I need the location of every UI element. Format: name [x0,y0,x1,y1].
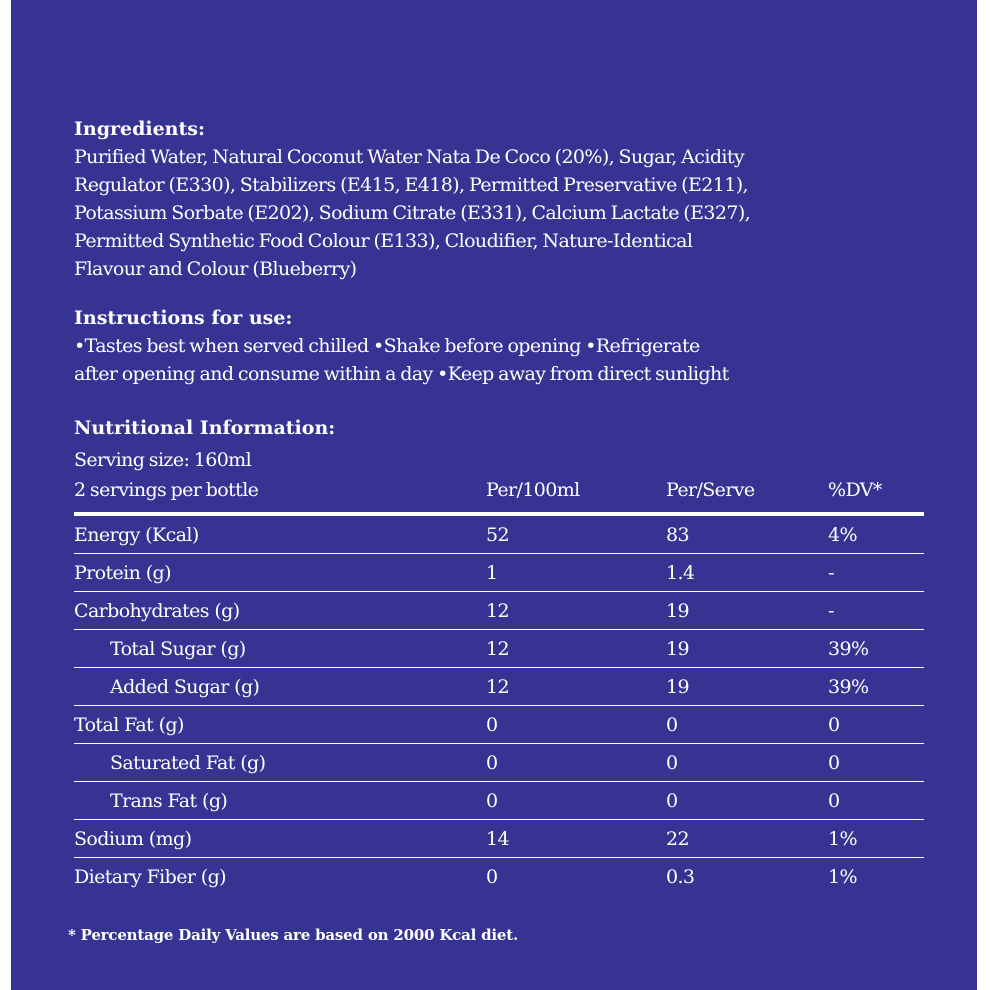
per-100ml-value: 12 [486,638,509,660]
nutrient-name: Sodium (mg) [74,828,192,850]
dv-value: 39% [828,638,869,660]
nutrition-table [74,516,924,896]
dv-value: 0 [828,714,840,736]
per-100ml-value: 52 [486,524,509,546]
column-header-dv: %DV* [828,479,882,501]
dv-value: 1% [828,828,857,850]
per-serve-value: 19 [666,600,689,622]
serving-size: Serving size: 160ml [74,449,252,471]
ingredients-text [74,143,750,283]
nutrient-name: Carbohydrates (g) [74,600,240,622]
instructions-line: •Tastes best when served chilled •Shake before opening •Refrigerate [74,335,700,357]
nutrient-name: Dietary Fiber (g) [74,866,226,888]
nutrient-name: Added Sugar (g) [110,676,260,698]
per-serve-value: 0 [666,714,678,736]
ingredients-line: Potassium Sorbate (E202), Sodium Citrate (E331), Calcium Lactate (E327), [74,202,751,224]
per-100ml-value: 14 [486,828,509,850]
nutrient-name: Energy (Kcal) [74,524,199,546]
per-serve-value: 0 [666,790,678,812]
dv-value: - [828,600,834,622]
ingredients-heading: Ingredients: [74,118,205,140]
per-100ml-value: 12 [486,600,509,622]
nutrient-name: Saturated Fat (g) [110,752,266,774]
table-row [74,554,924,592]
table-row [74,706,924,744]
table-row [74,858,924,896]
dv-value: 0 [828,752,840,774]
per-serve-value: 0.3 [666,866,695,888]
table-row [74,820,924,858]
nutrient-name: Trans Fat (g) [110,790,228,812]
nutrition-heading: Nutritional Information: [74,417,336,439]
dv-value: 39% [828,676,869,698]
per-100ml-value: 0 [486,790,498,812]
per-100ml-value: 1 [486,562,498,584]
per-serve-value: 19 [666,638,689,660]
table-row [74,630,924,668]
per-100ml-value: 0 [486,714,498,736]
per-serve-value: 0 [666,752,678,774]
nutrient-name: Protein (g) [74,562,171,584]
per-serve-value: 1.4 [666,562,695,584]
per-serve-value: 83 [666,524,689,546]
instructions-heading: Instructions for use: [74,307,293,329]
per-100ml-value: 0 [486,866,498,888]
per-100ml-value: 0 [486,752,498,774]
column-header-per-serve: Per/Serve [666,479,755,501]
table-row [74,744,924,782]
per-100ml-value: 12 [486,676,509,698]
ingredients-line: Regulator (E330), Stabilizers (E415, E418), Permitted Preservative (E211), [74,174,748,196]
servings-per-bottle: 2 servings per bottle [74,479,259,501]
nutrient-name: Total Sugar (g) [110,638,246,660]
per-serve-value: 19 [666,676,689,698]
nutrient-name: Total Fat (g) [74,714,184,736]
ingredients-line: Purified Water, Natural Coconut Water Nata De Coco (20%), Sugar, Acidity [74,146,745,168]
table-row [74,592,924,630]
ingredients-line: Permitted Synthetic Food Colour (E133), Cloudifier, Nature-Identical [74,230,693,252]
dv-value: 4% [828,524,857,546]
table-row [74,668,924,706]
per-serve-value: 22 [666,828,689,850]
dv-value: 1% [828,866,857,888]
instructions-line: after opening and consume within a day •Keep away from direct sunlight [74,363,729,385]
table-row [74,782,924,820]
dv-value: 0 [828,790,840,812]
column-header-per-100ml: Per/100ml [486,479,580,501]
dv-value: - [828,562,834,584]
dv-footnote: * Percentage Daily Values are based on 2000 Kcal diet. [68,926,519,944]
nutrition-label-panel [11,0,977,990]
ingredients-line: Flavour and Colour (Blueberry) [74,258,357,280]
instructions-text [74,332,729,388]
table-row [74,516,924,554]
